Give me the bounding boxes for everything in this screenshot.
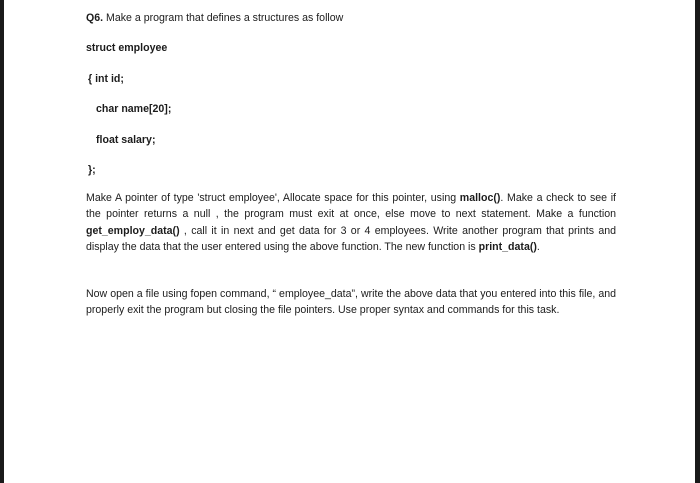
code-line-id: { int id; (88, 73, 124, 85)
get-employ-data-keyword: get_employ_data() (86, 224, 180, 237)
question-prompt: Make a program that defines a structures as follow (103, 12, 344, 24)
malloc-keyword: malloc() (459, 192, 501, 204)
para1-text-4: . (536, 241, 540, 254)
question-heading (86, 10, 343, 26)
print-data-keyword: print_data() (478, 241, 537, 254)
right-border (695, 0, 700, 483)
para1-text-2: . Make a check to see if the pointer returns a null , the program must exit at once, else move to next statement. Make a function (86, 192, 616, 221)
code-line-salary: float salary; (96, 134, 156, 146)
code-line-name: char name[20]; (96, 103, 172, 115)
instructions-paragraph-1 (86, 190, 616, 256)
code-line-close: }; (88, 164, 96, 176)
para1-text-1: Make A pointer of type 'struct employee', Allocate space for this pointer, using (86, 192, 460, 204)
code-line-struct: struct employee (86, 42, 168, 54)
instructions-paragraph-2: Now open a file using fopen command, “ employee_data”, write the above data that you entered into this file, and properly exit the program but closing the file pointers. Use proper syntax and commands for this task. (86, 288, 616, 317)
left-border (0, 0, 4, 483)
para1-text-3: , call it in next and get data for 3 or 4 employees. Write another program that prints and display the data that the user entered using the above function. The new function is (86, 224, 616, 254)
question-number: Q6. (86, 12, 104, 24)
